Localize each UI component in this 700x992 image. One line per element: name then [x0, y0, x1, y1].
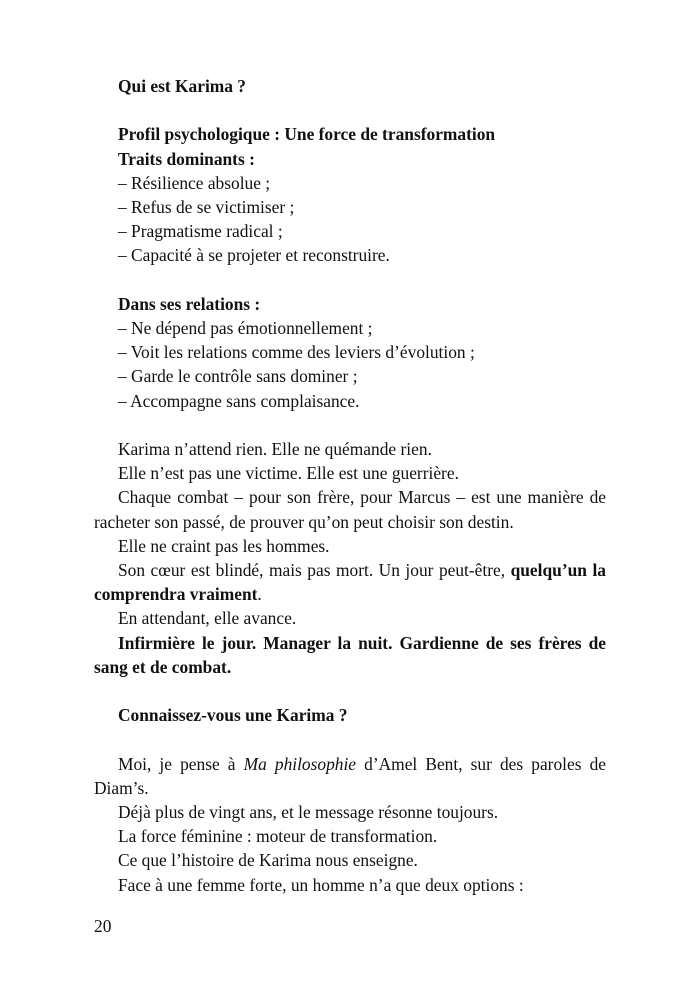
narrative-paragraph: Karima n’attend rien. Elle ne quémande rien.: [118, 439, 432, 459]
closing-paragraph: Déjà plus de vingt ans, et le message résonne toujours.: [118, 802, 499, 823]
relation-item: – Voit les relations comme des leviers d’évolution ;: [118, 342, 475, 363]
page-number: 20: [94, 916, 112, 936]
narrative-text: .: [257, 584, 262, 605]
blank-line: [94, 727, 606, 751]
closing-paragraph: [94, 752, 606, 800]
page-body: [94, 74, 606, 897]
blank-line: [94, 98, 606, 122]
narrative-paragraph: Elle n’est pas une victime. Elle est une guerrière.: [118, 463, 459, 484]
narrative-paragraph-bold: Infirmière le jour. Manager la nuit. Gardienne de ses frères de sang et de combat.: [94, 632, 606, 677]
trait-item: – Résilience absolue ;: [118, 172, 271, 193]
narrative-paragraph: Elle ne craint pas les hommes.: [118, 535, 330, 556]
trait-item: – Refus de se victimiser ;: [118, 197, 295, 217]
relation-item: – Ne dépend pas émotionnellement ;: [118, 318, 373, 338]
relations-title: Dans ses relations :: [118, 293, 261, 314]
traits-title: Traits dominants :: [118, 148, 255, 169]
question-heading: Connaissez-vous une Karima ?: [118, 705, 348, 726]
blank-line: [94, 268, 606, 292]
closing-paragraph: Ce que l’histoire de Karima nous enseigne.: [118, 850, 418, 871]
profile-title: Profil psychologique : Une force de transformation: [118, 124, 496, 145]
closing-paragraph: La force féminine : moteur de transformation.: [118, 826, 438, 847]
closing-text: d’Amel Bent, sur des paroles de Diam’s.: [94, 753, 606, 798]
relation-item: – Accompagne sans complaisance.: [118, 390, 360, 411]
relation-item: – Garde le contrôle sans dominer ;: [118, 366, 358, 387]
narrative-paragraph: En attendant, elle avance.: [118, 608, 297, 629]
closing-text: Moi, je pense à: [118, 753, 244, 774]
blank-line: [94, 413, 606, 437]
narrative-paragraph: [94, 558, 606, 606]
narrative-text: Son cœur est blindé, mais pas mort. Un jour peut-être,: [118, 560, 511, 581]
song-title: Ma philosophie: [243, 753, 357, 774]
closing-paragraph: Face à une femme forte, un homme n’a que deux options :: [118, 874, 524, 895]
blank-line: [94, 679, 606, 703]
emphasis-text: quelqu’un la comprendra vraiment: [94, 560, 606, 605]
section-heading: Qui est Karima ?: [118, 76, 247, 96]
trait-item: – Pragmatisme radical ;: [118, 221, 283, 242]
narrative-paragraph: Chaque combat – pour son frère, pour Marcus – est une manière de racheter son passé, de prouver qu’on peut choisir son destin.: [94, 487, 606, 532]
trait-item: – Capacité à se projeter et reconstruire.: [118, 245, 390, 266]
